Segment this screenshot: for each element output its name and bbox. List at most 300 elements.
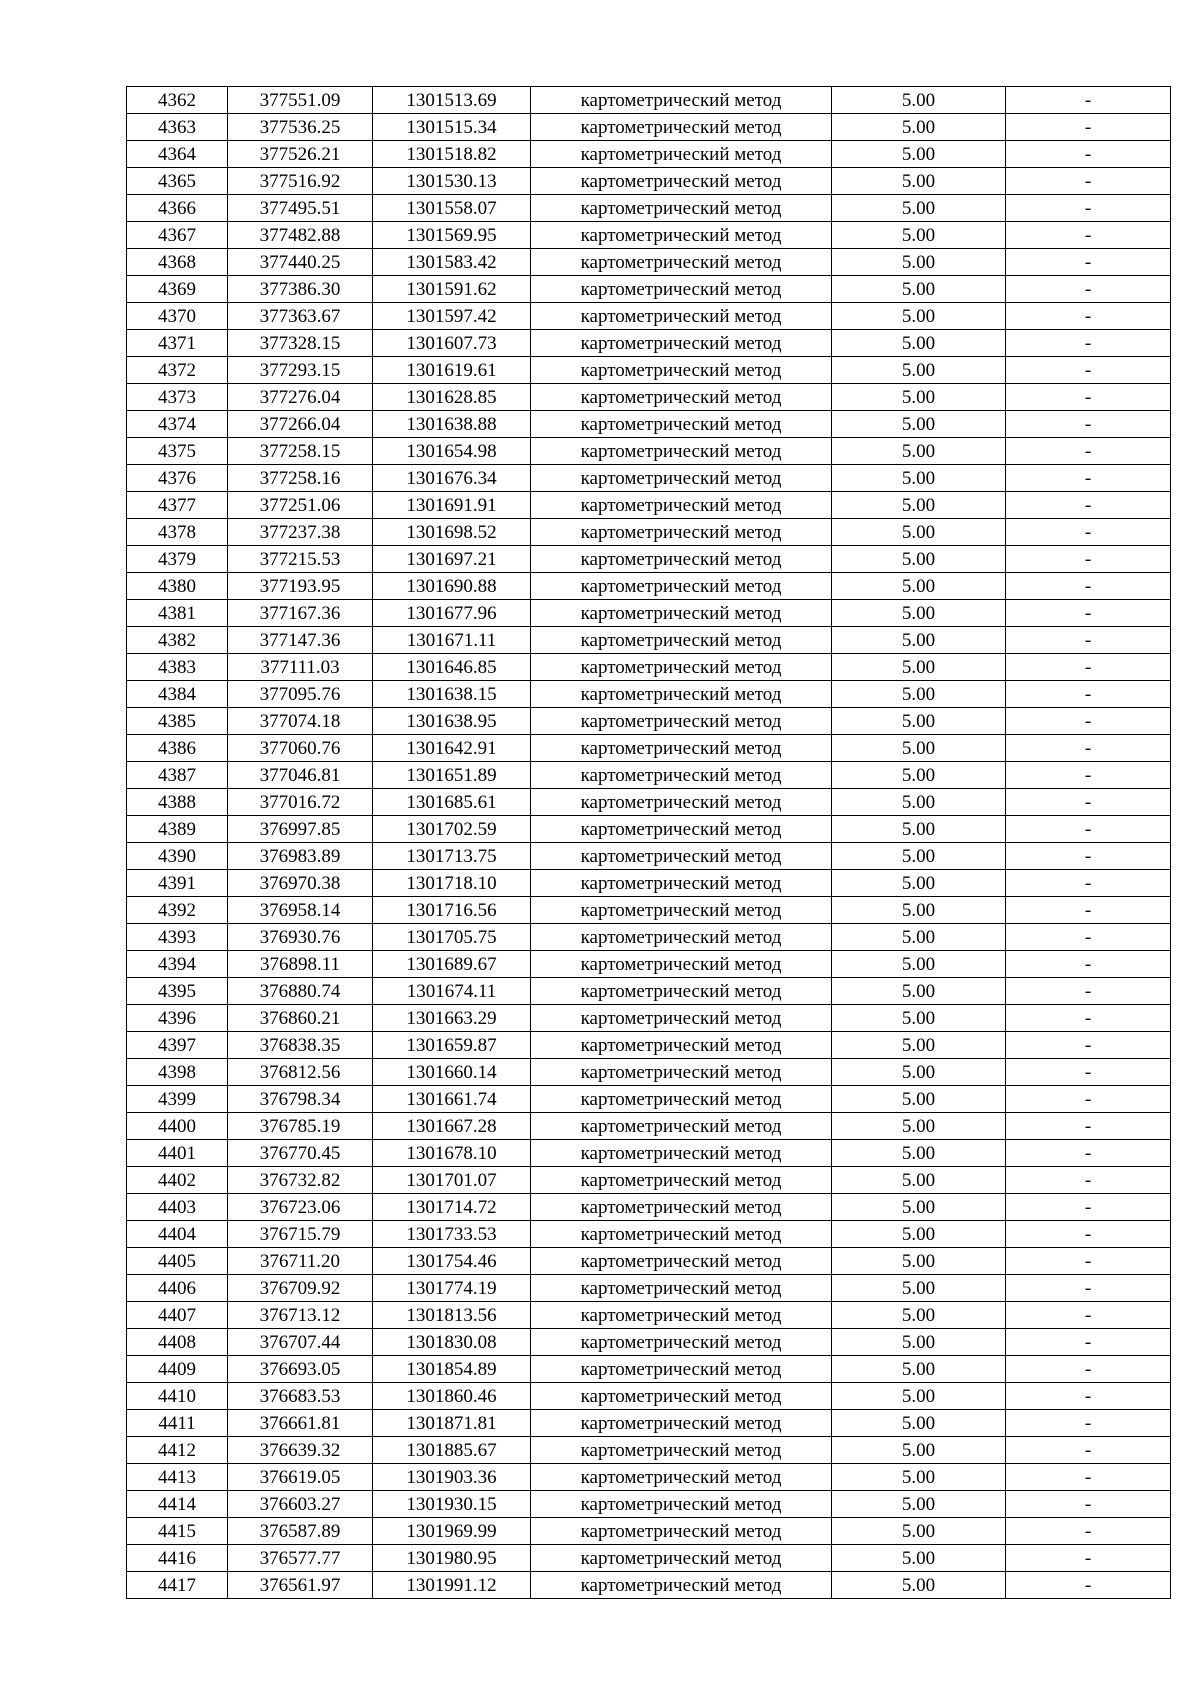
point-number-cell: 4388 (127, 789, 228, 816)
table-row (127, 330, 1171, 357)
point-number-cell: 4375 (127, 438, 228, 465)
x-coordinate-cell: 377266.04 (228, 411, 373, 438)
point-number-cell: 4403 (127, 1194, 228, 1221)
x-coordinate-cell: 376880.74 (228, 978, 373, 1005)
point-number-cell: 4370 (127, 303, 228, 330)
y-coordinate-cell: 1301638.95 (373, 708, 531, 735)
y-coordinate-cell: 1301597.42 (373, 303, 531, 330)
table-row (127, 1329, 1171, 1356)
accuracy-cell: 5.00 (832, 1572, 1006, 1599)
x-coordinate-cell: 376785.19 (228, 1113, 373, 1140)
note-cell: - (1006, 465, 1171, 492)
point-number-cell: 4363 (127, 114, 228, 141)
method-cell: картометрический метод (531, 438, 832, 465)
x-coordinate-cell: 376577.77 (228, 1545, 373, 1572)
method-cell: картометрический метод (531, 492, 832, 519)
point-number-cell: 4371 (127, 330, 228, 357)
point-number-cell: 4379 (127, 546, 228, 573)
method-cell: картометрический метод (531, 141, 832, 168)
table-row (127, 1437, 1171, 1464)
table-row (127, 870, 1171, 897)
point-number-cell: 4402 (127, 1167, 228, 1194)
table-row (127, 1005, 1171, 1032)
x-coordinate-cell: 377111.03 (228, 654, 373, 681)
y-coordinate-cell: 1301671.11 (373, 627, 531, 654)
accuracy-cell: 5.00 (832, 789, 1006, 816)
note-cell: - (1006, 1356, 1171, 1383)
note-cell: - (1006, 1329, 1171, 1356)
table-row (127, 1140, 1171, 1167)
x-coordinate-cell: 376983.89 (228, 843, 373, 870)
note-cell: - (1006, 222, 1171, 249)
x-coordinate-cell: 376707.44 (228, 1329, 373, 1356)
method-cell: картометрический метод (531, 1086, 832, 1113)
table-row (127, 627, 1171, 654)
accuracy-cell: 5.00 (832, 1437, 1006, 1464)
accuracy-cell: 5.00 (832, 1221, 1006, 1248)
accuracy-cell: 5.00 (832, 384, 1006, 411)
method-cell: картометрический метод (531, 843, 832, 870)
note-cell: - (1006, 1221, 1171, 1248)
note-cell: - (1006, 303, 1171, 330)
accuracy-cell: 5.00 (832, 654, 1006, 681)
method-cell: картометрический метод (531, 708, 832, 735)
point-number-cell: 4390 (127, 843, 228, 870)
x-coordinate-cell: 377147.36 (228, 627, 373, 654)
accuracy-cell: 5.00 (832, 600, 1006, 627)
table-row (127, 897, 1171, 924)
point-number-cell: 4406 (127, 1275, 228, 1302)
method-cell: картометрический метод (531, 330, 832, 357)
method-cell: картометрический метод (531, 1572, 832, 1599)
note-cell: - (1006, 195, 1171, 222)
method-cell: картометрический метод (531, 465, 832, 492)
y-coordinate-cell: 1301569.95 (373, 222, 531, 249)
y-coordinate-cell: 1301530.13 (373, 168, 531, 195)
y-coordinate-cell: 1301991.12 (373, 1572, 531, 1599)
y-coordinate-cell: 1301903.36 (373, 1464, 531, 1491)
y-coordinate-cell: 1301663.29 (373, 1005, 531, 1032)
table-row (127, 1383, 1171, 1410)
method-cell: картометрический метод (531, 735, 832, 762)
point-number-cell: 4385 (127, 708, 228, 735)
point-number-cell: 4410 (127, 1383, 228, 1410)
note-cell: - (1006, 276, 1171, 303)
method-cell: картометрический метод (531, 1248, 832, 1275)
method-cell: картометрический метод (531, 1005, 832, 1032)
note-cell: - (1006, 735, 1171, 762)
y-coordinate-cell: 1301661.74 (373, 1086, 531, 1113)
method-cell: картометрический метод (531, 654, 832, 681)
accuracy-cell: 5.00 (832, 1032, 1006, 1059)
method-cell: картометрический метод (531, 1221, 832, 1248)
y-coordinate-cell: 1301705.75 (373, 924, 531, 951)
y-coordinate-cell: 1301690.88 (373, 573, 531, 600)
table-row (127, 222, 1171, 249)
method-cell: картометрический метод (531, 222, 832, 249)
y-coordinate-cell: 1301628.85 (373, 384, 531, 411)
note-cell: - (1006, 600, 1171, 627)
y-coordinate-cell: 1301698.52 (373, 519, 531, 546)
point-number-cell: 4396 (127, 1005, 228, 1032)
point-number-cell: 4391 (127, 870, 228, 897)
note-cell: - (1006, 87, 1171, 114)
point-number-cell: 4377 (127, 492, 228, 519)
method-cell: картометрический метод (531, 1356, 832, 1383)
table-row (127, 924, 1171, 951)
table-row (127, 87, 1171, 114)
y-coordinate-cell: 1301754.46 (373, 1248, 531, 1275)
method-cell: картометрический метод (531, 303, 832, 330)
table-row (127, 1248, 1171, 1275)
table-row (127, 114, 1171, 141)
table-row (127, 1302, 1171, 1329)
note-cell: - (1006, 141, 1171, 168)
note-cell: - (1006, 1113, 1171, 1140)
point-number-cell: 4368 (127, 249, 228, 276)
method-cell: картометрический метод (531, 627, 832, 654)
method-cell: картометрический метод (531, 87, 832, 114)
point-number-cell: 4382 (127, 627, 228, 654)
y-coordinate-cell: 1301678.10 (373, 1140, 531, 1167)
table-row (127, 1221, 1171, 1248)
note-cell: - (1006, 1275, 1171, 1302)
table-row (127, 1545, 1171, 1572)
note-cell: - (1006, 1059, 1171, 1086)
point-number-cell: 4413 (127, 1464, 228, 1491)
y-coordinate-cell: 1301702.59 (373, 816, 531, 843)
note-cell: - (1006, 870, 1171, 897)
point-number-cell: 4387 (127, 762, 228, 789)
table-row (127, 1464, 1171, 1491)
table-row (127, 789, 1171, 816)
note-cell: - (1006, 1410, 1171, 1437)
y-coordinate-cell: 1301660.14 (373, 1059, 531, 1086)
point-number-cell: 4374 (127, 411, 228, 438)
accuracy-cell: 5.00 (832, 1491, 1006, 1518)
accuracy-cell: 5.00 (832, 1518, 1006, 1545)
table-row (127, 303, 1171, 330)
note-cell: - (1006, 114, 1171, 141)
table-row (127, 1032, 1171, 1059)
table-row (127, 492, 1171, 519)
table-row (127, 573, 1171, 600)
method-cell: картометрический метод (531, 411, 832, 438)
accuracy-cell: 5.00 (832, 816, 1006, 843)
accuracy-cell: 5.00 (832, 492, 1006, 519)
method-cell: картометрический метод (531, 1275, 832, 1302)
method-cell: картометрический метод (531, 546, 832, 573)
note-cell: - (1006, 924, 1171, 951)
note-cell: - (1006, 1194, 1171, 1221)
y-coordinate-cell: 1301969.99 (373, 1518, 531, 1545)
method-cell: картометрический метод (531, 1464, 832, 1491)
point-number-cell: 4386 (127, 735, 228, 762)
point-number-cell: 4378 (127, 519, 228, 546)
y-coordinate-cell: 1301885.67 (373, 1437, 531, 1464)
x-coordinate-cell: 377215.53 (228, 546, 373, 573)
accuracy-cell: 5.00 (832, 1302, 1006, 1329)
y-coordinate-cell: 1301930.15 (373, 1491, 531, 1518)
x-coordinate-cell: 377095.76 (228, 681, 373, 708)
table-row (127, 1491, 1171, 1518)
y-coordinate-cell: 1301654.98 (373, 438, 531, 465)
note-cell: - (1006, 681, 1171, 708)
y-coordinate-cell: 1301638.15 (373, 681, 531, 708)
point-number-cell: 4376 (127, 465, 228, 492)
note-cell: - (1006, 1302, 1171, 1329)
note-cell: - (1006, 1167, 1171, 1194)
accuracy-cell: 5.00 (832, 762, 1006, 789)
y-coordinate-cell: 1301667.28 (373, 1113, 531, 1140)
method-cell: картометрический метод (531, 1302, 832, 1329)
x-coordinate-cell: 376603.27 (228, 1491, 373, 1518)
x-coordinate-cell: 377526.21 (228, 141, 373, 168)
x-coordinate-cell: 377016.72 (228, 789, 373, 816)
point-number-cell: 4417 (127, 1572, 228, 1599)
table-row (127, 1356, 1171, 1383)
y-coordinate-cell: 1301591.62 (373, 276, 531, 303)
accuracy-cell: 5.00 (832, 1167, 1006, 1194)
method-cell: картометрический метод (531, 816, 832, 843)
table-row (127, 384, 1171, 411)
x-coordinate-cell: 377482.88 (228, 222, 373, 249)
point-number-cell: 4393 (127, 924, 228, 951)
point-number-cell: 4411 (127, 1410, 228, 1437)
method-cell: картометрический метод (531, 249, 832, 276)
note-cell: - (1006, 249, 1171, 276)
accuracy-cell: 5.00 (832, 1356, 1006, 1383)
note-cell: - (1006, 384, 1171, 411)
point-number-cell: 4381 (127, 600, 228, 627)
y-coordinate-cell: 1301659.87 (373, 1032, 531, 1059)
accuracy-cell: 5.00 (832, 951, 1006, 978)
x-coordinate-cell: 376661.81 (228, 1410, 373, 1437)
table-row (127, 141, 1171, 168)
table-row (127, 195, 1171, 222)
table-row (127, 1572, 1171, 1599)
x-coordinate-cell: 377258.15 (228, 438, 373, 465)
y-coordinate-cell: 1301701.07 (373, 1167, 531, 1194)
note-cell: - (1006, 1464, 1171, 1491)
y-coordinate-cell: 1301513.69 (373, 87, 531, 114)
x-coordinate-cell: 376693.05 (228, 1356, 373, 1383)
accuracy-cell: 5.00 (832, 870, 1006, 897)
y-coordinate-cell: 1301871.81 (373, 1410, 531, 1437)
accuracy-cell: 5.00 (832, 249, 1006, 276)
y-coordinate-cell: 1301583.42 (373, 249, 531, 276)
point-number-cell: 4372 (127, 357, 228, 384)
accuracy-cell: 5.00 (832, 519, 1006, 546)
table-row (127, 735, 1171, 762)
x-coordinate-cell: 376619.05 (228, 1464, 373, 1491)
accuracy-cell: 5.00 (832, 141, 1006, 168)
note-cell: - (1006, 708, 1171, 735)
point-number-cell: 4364 (127, 141, 228, 168)
point-number-cell: 4405 (127, 1248, 228, 1275)
x-coordinate-cell: 377536.25 (228, 114, 373, 141)
accuracy-cell: 5.00 (832, 222, 1006, 249)
y-coordinate-cell: 1301558.07 (373, 195, 531, 222)
point-number-cell: 4383 (127, 654, 228, 681)
note-cell: - (1006, 168, 1171, 195)
x-coordinate-cell: 376711.20 (228, 1248, 373, 1275)
accuracy-cell: 5.00 (832, 897, 1006, 924)
method-cell: картометрический метод (531, 384, 832, 411)
point-number-cell: 4404 (127, 1221, 228, 1248)
y-coordinate-cell: 1301718.10 (373, 870, 531, 897)
note-cell: - (1006, 1086, 1171, 1113)
y-coordinate-cell: 1301980.95 (373, 1545, 531, 1572)
note-cell: - (1006, 411, 1171, 438)
x-coordinate-cell: 376898.11 (228, 951, 373, 978)
point-number-cell: 4366 (127, 195, 228, 222)
point-number-cell: 4401 (127, 1140, 228, 1167)
x-coordinate-cell: 376709.92 (228, 1275, 373, 1302)
method-cell: картометрический метод (531, 1032, 832, 1059)
x-coordinate-cell: 377237.38 (228, 519, 373, 546)
note-cell: - (1006, 1437, 1171, 1464)
accuracy-cell: 5.00 (832, 1005, 1006, 1032)
x-coordinate-cell: 376683.53 (228, 1383, 373, 1410)
note-cell: - (1006, 897, 1171, 924)
accuracy-cell: 5.00 (832, 168, 1006, 195)
y-coordinate-cell: 1301685.61 (373, 789, 531, 816)
y-coordinate-cell: 1301691.91 (373, 492, 531, 519)
x-coordinate-cell: 377440.25 (228, 249, 373, 276)
method-cell: картометрический метод (531, 897, 832, 924)
note-cell: - (1006, 1491, 1171, 1518)
note-cell: - (1006, 1572, 1171, 1599)
note-cell: - (1006, 330, 1171, 357)
x-coordinate-cell: 376838.35 (228, 1032, 373, 1059)
note-cell: - (1006, 843, 1171, 870)
accuracy-cell: 5.00 (832, 465, 1006, 492)
table-row (127, 1167, 1171, 1194)
table-row (127, 1410, 1171, 1437)
method-cell: картометрический метод (531, 1437, 832, 1464)
note-cell: - (1006, 357, 1171, 384)
note-cell: - (1006, 1545, 1171, 1572)
x-coordinate-cell: 377167.36 (228, 600, 373, 627)
point-number-cell: 4394 (127, 951, 228, 978)
note-cell: - (1006, 1005, 1171, 1032)
note-cell: - (1006, 816, 1171, 843)
point-number-cell: 4414 (127, 1491, 228, 1518)
accuracy-cell: 5.00 (832, 924, 1006, 951)
method-cell: картометрический метод (531, 357, 832, 384)
accuracy-cell: 5.00 (832, 1194, 1006, 1221)
table-row (127, 762, 1171, 789)
point-number-cell: 4408 (127, 1329, 228, 1356)
point-number-cell: 4384 (127, 681, 228, 708)
note-cell: - (1006, 519, 1171, 546)
method-cell: картометрический метод (531, 1491, 832, 1518)
method-cell: картометрический метод (531, 978, 832, 1005)
accuracy-cell: 5.00 (832, 87, 1006, 114)
accuracy-cell: 5.00 (832, 735, 1006, 762)
point-number-cell: 4380 (127, 573, 228, 600)
note-cell: - (1006, 1032, 1171, 1059)
y-coordinate-cell: 1301638.88 (373, 411, 531, 438)
note-cell: - (1006, 573, 1171, 600)
x-coordinate-cell: 376770.45 (228, 1140, 373, 1167)
point-number-cell: 4369 (127, 276, 228, 303)
table-row (127, 1275, 1171, 1302)
accuracy-cell: 5.00 (832, 276, 1006, 303)
x-coordinate-cell: 376732.82 (228, 1167, 373, 1194)
table-row (127, 438, 1171, 465)
point-number-cell: 4415 (127, 1518, 228, 1545)
method-cell: картометрический метод (531, 114, 832, 141)
point-number-cell: 4416 (127, 1545, 228, 1572)
x-coordinate-cell: 377386.30 (228, 276, 373, 303)
accuracy-cell: 5.00 (832, 681, 1006, 708)
note-cell: - (1006, 951, 1171, 978)
accuracy-cell: 5.00 (832, 708, 1006, 735)
y-coordinate-cell: 1301860.46 (373, 1383, 531, 1410)
x-coordinate-cell: 376930.76 (228, 924, 373, 951)
y-coordinate-cell: 1301697.21 (373, 546, 531, 573)
table-row (127, 411, 1171, 438)
method-cell: картометрический метод (531, 924, 832, 951)
method-cell: картометрический метод (531, 1410, 832, 1437)
method-cell: картометрический метод (531, 1140, 832, 1167)
table-row (127, 465, 1171, 492)
x-coordinate-cell: 377046.81 (228, 762, 373, 789)
table-row (127, 357, 1171, 384)
point-number-cell: 4373 (127, 384, 228, 411)
x-coordinate-cell: 377258.16 (228, 465, 373, 492)
method-cell: картометрический метод (531, 1383, 832, 1410)
accuracy-cell: 5.00 (832, 1410, 1006, 1437)
note-cell: - (1006, 546, 1171, 573)
method-cell: картометрический метод (531, 1518, 832, 1545)
method-cell: картометрический метод (531, 1113, 832, 1140)
table-row (127, 816, 1171, 843)
y-coordinate-cell: 1301677.96 (373, 600, 531, 627)
x-coordinate-cell: 377251.06 (228, 492, 373, 519)
y-coordinate-cell: 1301674.11 (373, 978, 531, 1005)
note-cell: - (1006, 654, 1171, 681)
x-coordinate-cell: 377193.95 (228, 573, 373, 600)
method-cell: картометрический метод (531, 519, 832, 546)
y-coordinate-cell: 1301607.73 (373, 330, 531, 357)
accuracy-cell: 5.00 (832, 573, 1006, 600)
y-coordinate-cell: 1301518.82 (373, 141, 531, 168)
method-cell: картометрический метод (531, 951, 832, 978)
point-number-cell: 4399 (127, 1086, 228, 1113)
x-coordinate-cell: 376997.85 (228, 816, 373, 843)
accuracy-cell: 5.00 (832, 1464, 1006, 1491)
point-number-cell: 4389 (127, 816, 228, 843)
x-coordinate-cell: 376812.56 (228, 1059, 373, 1086)
x-coordinate-cell: 377293.15 (228, 357, 373, 384)
x-coordinate-cell: 376715.79 (228, 1221, 373, 1248)
method-cell: картометрический метод (531, 1545, 832, 1572)
accuracy-cell: 5.00 (832, 411, 1006, 438)
x-coordinate-cell: 377516.92 (228, 168, 373, 195)
method-cell: картометрический метод (531, 1329, 832, 1356)
note-cell: - (1006, 438, 1171, 465)
method-cell: картометрический метод (531, 870, 832, 897)
x-coordinate-cell: 377074.18 (228, 708, 373, 735)
x-coordinate-cell: 377276.04 (228, 384, 373, 411)
table-row (127, 546, 1171, 573)
accuracy-cell: 5.00 (832, 1113, 1006, 1140)
accuracy-cell: 5.00 (832, 357, 1006, 384)
point-number-cell: 4365 (127, 168, 228, 195)
